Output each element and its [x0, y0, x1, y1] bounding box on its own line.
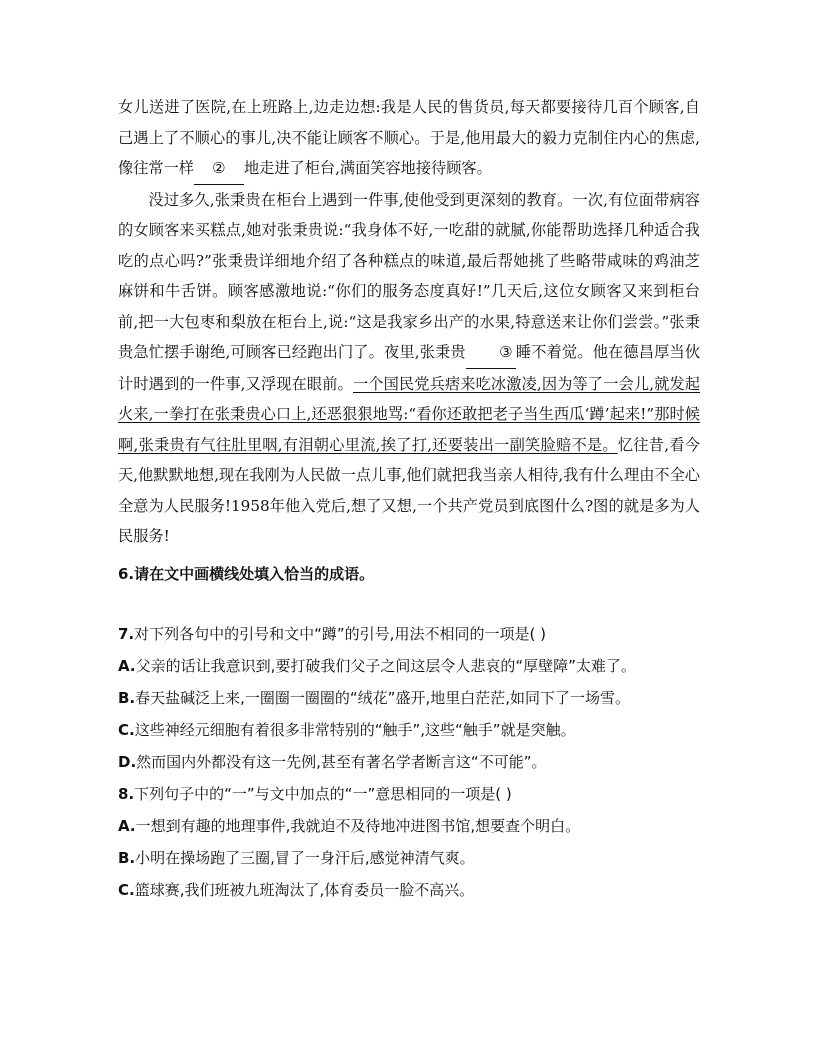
passage-paragraph-2: [118, 185, 700, 552]
option-7d: [118, 746, 700, 778]
blank-3: ③: [466, 337, 516, 369]
option-text: 然而国内外都没有这一先例,甚至有著名学者断言这“不可能”。: [136, 753, 547, 771]
option-text: 父亲的话让我意识到,要打破我们父子之间这层令人悲哀的“厚壁障”太难了。: [135, 657, 636, 675]
blank-2: ②: [194, 153, 244, 185]
question-list: [118, 618, 700, 906]
question-text: 请在文中画横线处填入恰当的成语。: [134, 565, 375, 583]
option-letter: B.: [118, 689, 136, 707]
option-letter: C.: [118, 721, 135, 739]
option-8c: [118, 874, 700, 906]
reading-passage: [118, 92, 700, 552]
question-number: 8.: [118, 785, 135, 803]
question-8-stem: [118, 778, 700, 810]
passage-text: 地走进了柜台,满面笑容地接待顾客。: [243, 159, 492, 177]
question-6: [118, 559, 700, 589]
option-letter: D.: [118, 753, 137, 771]
underlined-sentence: 一个国民党兵痞来吃冰激凌,因为等了一会儿,就发起火来,一拳打在张秉贵心口上,还恶狠狠地骂:“看你还敢把老子当生西瓜‘蹲’起来!”那时候啊,张秉贵有气往肚里咽,有泪朝心里流,挨了打,还要装出一副笑脸赔不是。: [118, 374, 701, 454]
option-7c: [118, 714, 700, 746]
option-letter: B.: [118, 849, 136, 867]
question-number: 6.: [118, 565, 135, 583]
option-letter: A.: [118, 657, 136, 675]
question-text: 对下列各句中的引号和文中“蹲”的引号,用法不相同的一项是( ): [134, 625, 546, 643]
option-8b: [118, 842, 700, 874]
option-text: 春天盐碱泛上来,一圈圈一圈圈的“绒花”盛开,地里白茫茫,如同下了一场雪。: [135, 689, 630, 707]
option-text: 小明在操场跑了三圈,冒了一身汗后,感觉神清气爽。: [135, 849, 475, 867]
question-7-stem: [118, 618, 700, 650]
option-text: 一想到有趣的地理事件,我就迫不及待地冲进图书馆,想要查个明白。: [135, 817, 581, 835]
question-text: 下列句子中的“一”与文中加点的“一”意思相同的一项是( ): [134, 785, 512, 803]
passage-paragraph-1: [118, 92, 700, 185]
question-number: 7.: [118, 625, 135, 643]
passage-text: 忆往昔,看今天,他默默地想,现在我刚为人民做一点儿事,他们就把我当亲人相待,我有什么理由不全心全意为人民服务!1958年他入党后,想了又想,一个共产党员到底图什么?图的就是多为人民服务!: [118, 435, 700, 545]
option-8a: [118, 810, 700, 842]
option-letter: A.: [118, 817, 136, 835]
option-text: 这些神经元细胞有着很多非常特别的“触手”,这些“触手”就是突触。: [134, 721, 576, 739]
passage-text: 睡不着觉。他在德昌厚当伙计时遇到的一件事,又浮现在眼前。: [118, 343, 701, 393]
passage-text: 女儿送进了医院,在上班路上,边走边想:我是人民的售货员,每天都要接待几百个顾客,自己遇上了不顺心的事儿,决不能让顾客不顺心。于是,他用最大的毅力克制住内心的焦虑,像往常一样: [118, 98, 700, 177]
option-7a: [118, 650, 700, 682]
passage-text: 没过多久,张秉贵在柜台上遇到一件事,使他受到更深刻的教育。一次,有位面带病容的女顾客来买糕点,她对张秉贵说:“我身体不好,一吃甜的就腻,你能帮助选择几种适合我吃的点心吗?”张秉贵详细地介绍了各种糕点的味道,最后帮她挑了些略带咸味的鸡油芝麻饼和牛舌饼。顾客感激地说:“你们的服务态度真好!”几天后,这位女顾客又来到柜台前,把一大包枣和梨放在柜台上,说:“这是我家乡出产的水果,特意送来让你们尝尝。”张秉贵急忙摆手谢绝,可顾客已经跑出门了。夜里,张秉贵: [118, 190, 700, 361]
option-letter: C.: [118, 881, 135, 899]
option-7b: [118, 682, 700, 714]
option-text: 篮球赛,我们班被九班淘汰了,体育委员一脸不高兴。: [134, 881, 475, 899]
